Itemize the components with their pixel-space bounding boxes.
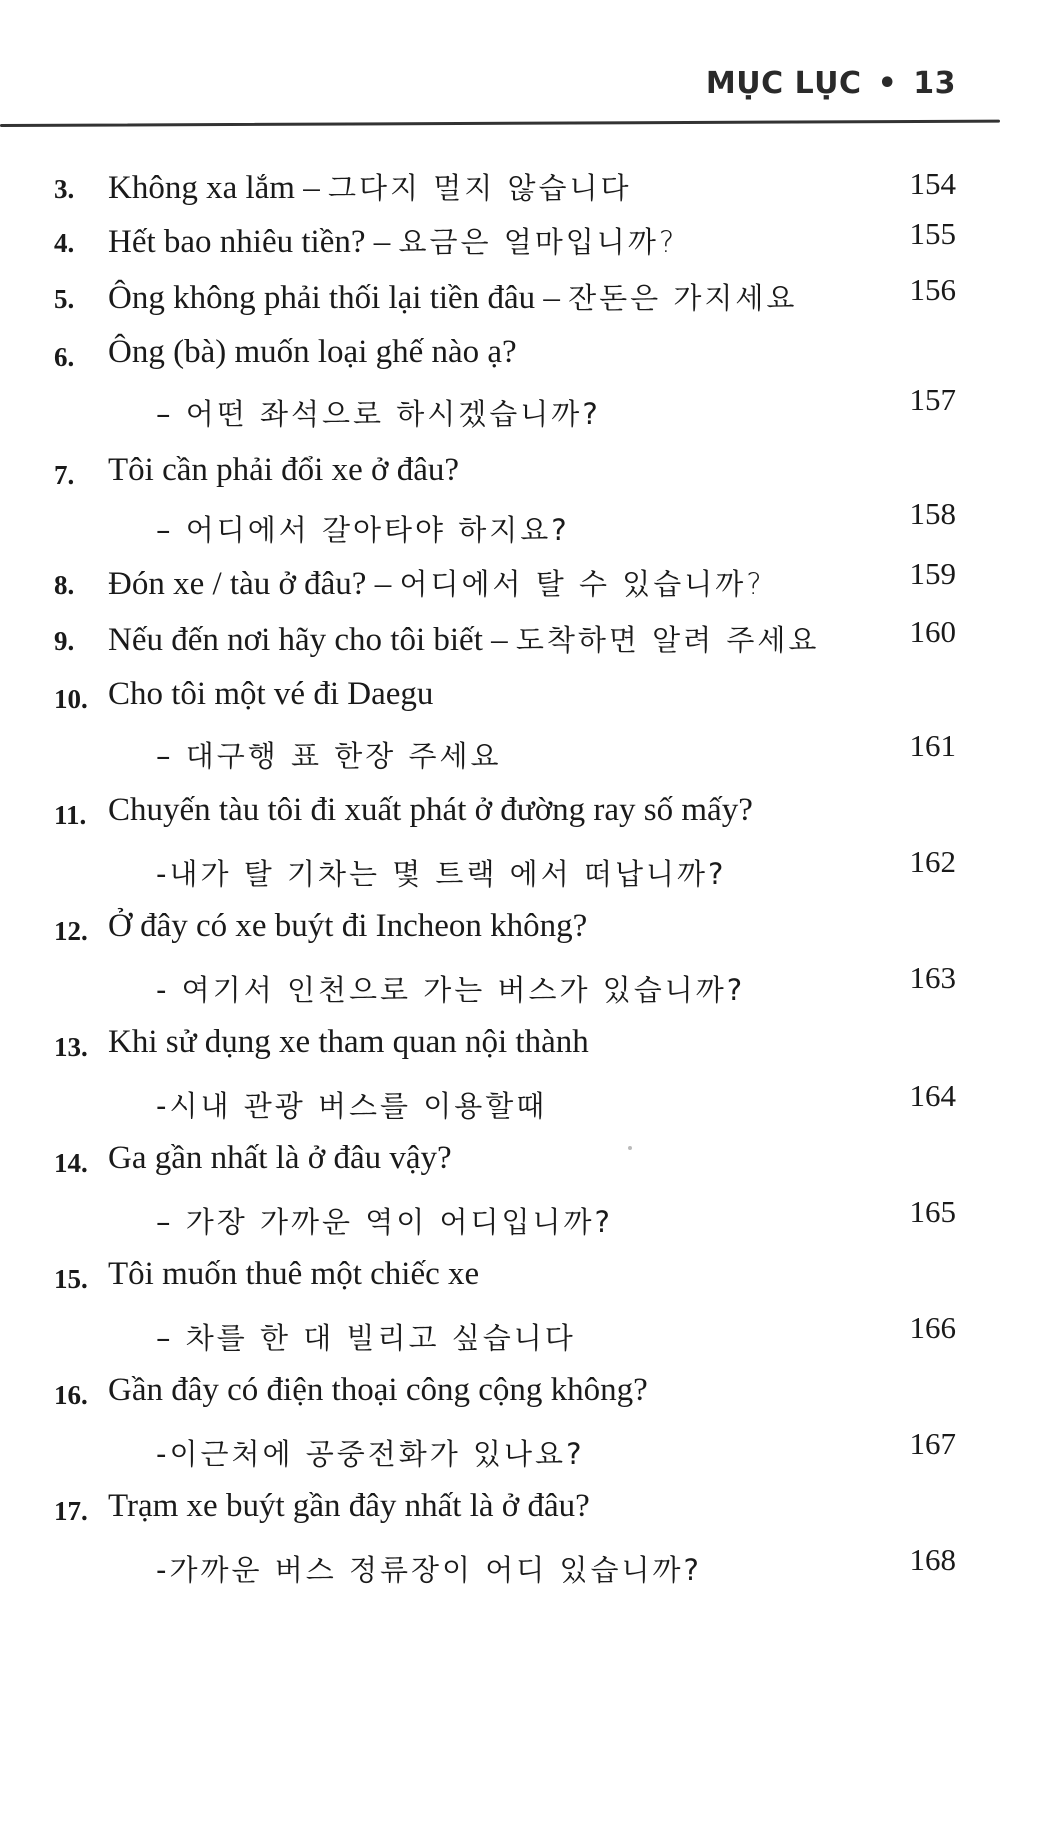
entry-number: 13.	[54, 1032, 88, 1062]
entry-separator: –	[365, 224, 399, 260]
entry-number: 4.	[54, 228, 75, 258]
entry-page: 161	[909, 728, 956, 763]
entry-vietnamese: Không xa lắm	[108, 170, 295, 206]
entry-korean: 요금은 얼마입니까?	[398, 225, 678, 259]
entry-number: 16.	[54, 1380, 88, 1410]
paper-speck	[628, 1146, 632, 1150]
entry-number: 6.	[54, 342, 75, 372]
entry-korean: 잔돈은 가지세요	[568, 281, 798, 315]
entry-page: 163	[909, 960, 956, 995]
page-number: 13	[913, 66, 956, 101]
toc-entry	[54, 1372, 1054, 1422]
entry-korean: -내가 탈 기차는 몇 트랙 에서 떠납니까?	[156, 857, 727, 891]
entry-page: 162	[909, 844, 956, 879]
entry-korean: -가까운 버스 정류장이 어디 있습니까?	[156, 1553, 702, 1587]
entry-korean: – 차를 한 대 빌리고 싶습니다	[156, 1321, 576, 1355]
entry-number: 14.	[54, 1148, 88, 1178]
entry-page: 168	[909, 1542, 956, 1577]
toc-entry	[54, 1256, 1054, 1306]
entry-vietnamese: Ở đây có xe buýt đi Incheon không?	[108, 908, 588, 944]
entry-title	[108, 220, 677, 261]
toc-entry	[54, 676, 1054, 726]
entry-vietnamese: Tôi cần phải đổi xe ở đâu?	[108, 452, 459, 488]
toc-entry	[54, 334, 1054, 384]
entry-vietnamese: Ga gần nhất là ở đâu vậy?	[108, 1140, 452, 1176]
entry-korean: 어디에서 탈 수 있습니까?	[399, 567, 765, 601]
entry-title	[108, 618, 819, 659]
entry-vietnamese: Tôi muốn thuê một chiếc xe	[108, 1256, 480, 1292]
toc-entry	[54, 1488, 1054, 1538]
entry-number: 8.	[54, 570, 75, 600]
entry-korean: – 대구행 표 한장 주세요	[156, 739, 502, 773]
entry-vietnamese: Cho tôi một vé đi Daegu	[108, 676, 434, 712]
entry-page: 155	[909, 216, 956, 251]
entry-page: 165	[909, 1194, 956, 1229]
toc-entry	[54, 1140, 1054, 1190]
toc-entry	[54, 452, 1054, 502]
entry-page: 160	[909, 614, 956, 649]
entry-number: 11.	[54, 800, 87, 830]
entry-korean: -이근처에 공중전화가 있나요?	[156, 1437, 585, 1471]
entry-vietnamese: Hết bao nhiêu tiền?	[108, 224, 366, 260]
entry-page: 167	[909, 1426, 956, 1461]
header-separator: •	[877, 66, 898, 101]
entry-korean: – 어떤 좌석으로 하시겠습니까?	[156, 397, 601, 431]
entry-vietnamese: Ông không phải thối lại tiền đâu	[108, 280, 536, 316]
entry-page: 164	[909, 1078, 956, 1113]
entry-number: 3.	[54, 174, 75, 204]
entry-vietnamese: Khi sử dụng xe tham quan nội thành	[108, 1024, 589, 1060]
entry-number: 7.	[54, 460, 75, 490]
entry-page: 166	[909, 1310, 956, 1345]
entry-korean: - 여기서 인천으로 가는 버스가 있습니까?	[156, 973, 746, 1007]
toc-entry	[54, 908, 1054, 958]
entry-number: 12.	[54, 916, 88, 946]
entry-separator: –	[294, 170, 328, 206]
entry-separator: –	[482, 622, 516, 658]
entry-vietnamese: Nếu đến nơi hãy cho tôi biết	[108, 622, 483, 658]
entry-title	[108, 276, 797, 317]
entry-vietnamese: Đón xe / tàu ở đâu?	[108, 566, 367, 602]
entry-korean: -시내 관광 버스를 이용할때	[156, 1089, 548, 1123]
section-title: MỤC LỤC	[705, 66, 862, 101]
entry-number: 9.	[54, 626, 75, 656]
entry-page: 158	[909, 496, 956, 531]
entry-number: 17.	[54, 1496, 88, 1526]
entry-vietnamese: Chuyến tàu tôi đi xuất phát ở đường ray số mấy?	[108, 792, 753, 828]
entry-number: 15.	[54, 1264, 88, 1294]
entry-separator: –	[366, 566, 400, 602]
entry-page: 159	[909, 556, 956, 591]
entry-separator: –	[535, 280, 569, 316]
entry-korean: 도착하면 알려 주세요	[515, 623, 820, 657]
toc-entry	[54, 1024, 1054, 1074]
entry-page: 154	[909, 166, 956, 201]
entry-vietnamese: Trạm xe buýt gần đây nhất là ở đâu?	[108, 1488, 590, 1524]
entry-page: 157	[909, 382, 956, 417]
entry-korean: – 어디에서 갈아타야 하지요?	[156, 513, 570, 547]
entry-korean: – 가장 가까운 역이 어디입니까?	[156, 1205, 613, 1239]
entry-title	[108, 562, 765, 603]
entry-number: 5.	[54, 284, 75, 314]
entry-title	[108, 166, 632, 207]
entry-page: 156	[909, 272, 956, 307]
entry-vietnamese: Gần đây có điện thoại công cộng không?	[108, 1372, 648, 1408]
entry-vietnamese: Ông (bà) muốn loại ghế nào ạ?	[108, 334, 517, 370]
toc-entry	[54, 792, 1054, 842]
entry-number: 10.	[54, 684, 88, 714]
entry-korean: 그다지 멀지 않습니다	[327, 171, 632, 205]
